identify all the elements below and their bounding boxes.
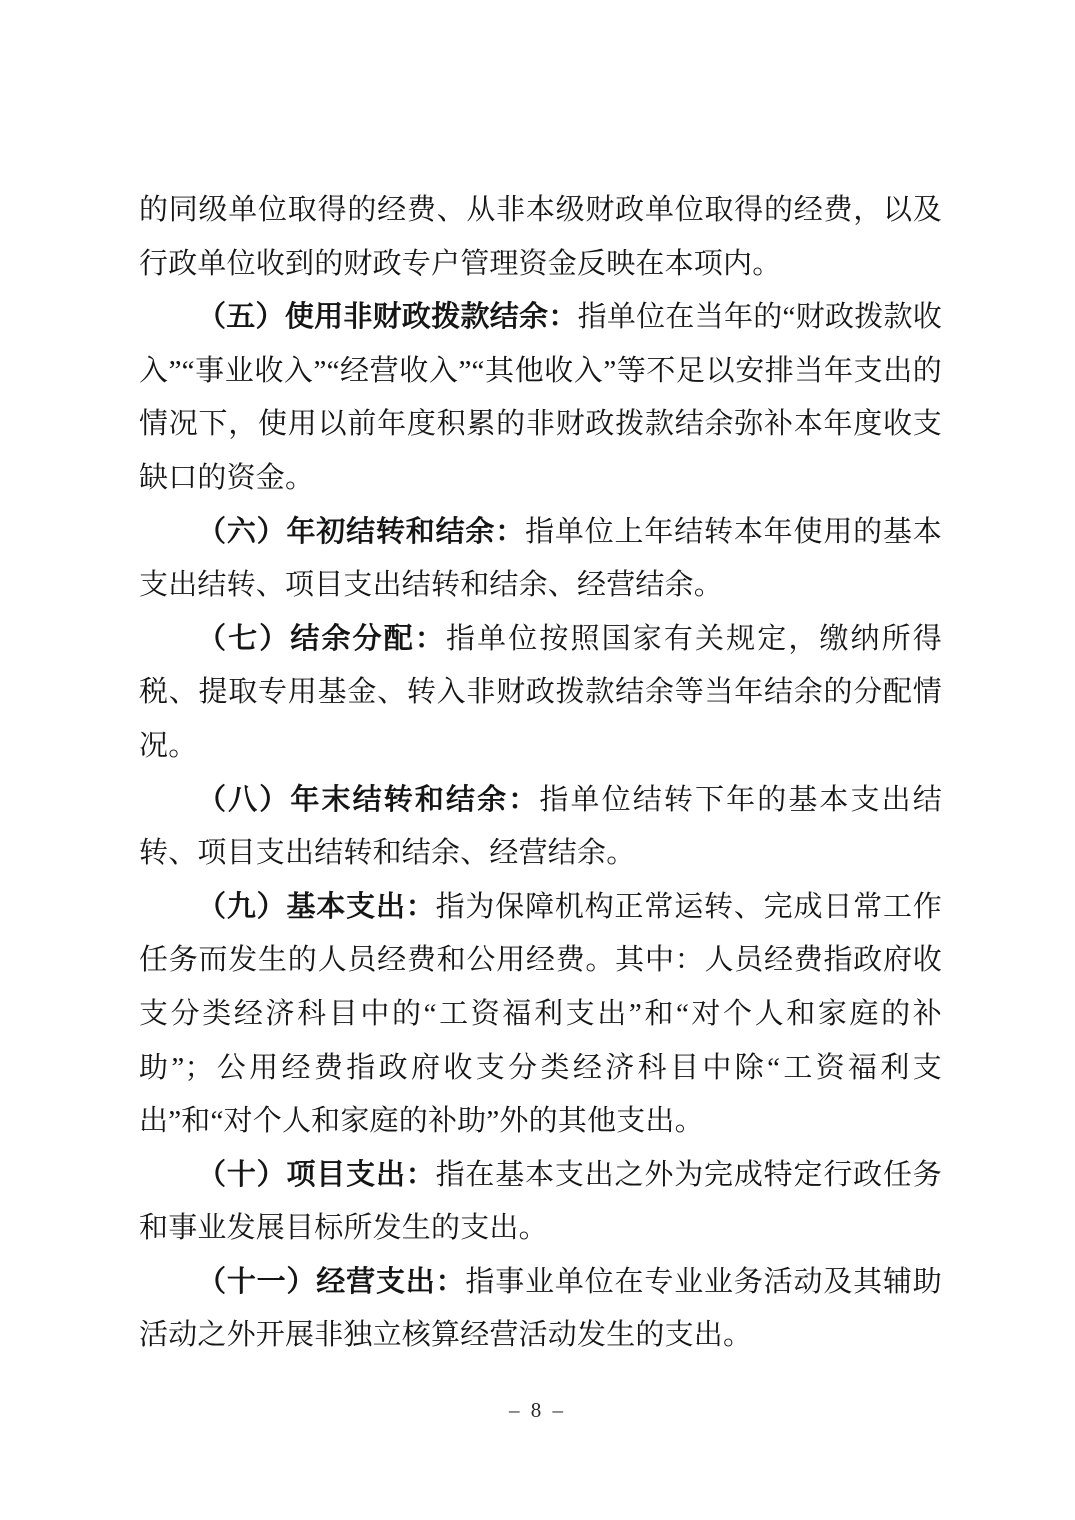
term-heading: （十一）经营支出： bbox=[197, 1265, 466, 1298]
term-heading: （八）年末结转和结余： bbox=[197, 783, 540, 816]
paragraph bbox=[139, 881, 942, 1149]
paragraph bbox=[139, 613, 942, 774]
page-number: – 8 – bbox=[509, 1398, 566, 1422]
paragraph bbox=[139, 291, 942, 505]
term-heading: （九）基本支出： bbox=[197, 890, 436, 923]
term-heading: （五）使用非财政拨款结余： bbox=[197, 301, 578, 334]
paragraph bbox=[139, 184, 942, 291]
term-heading: （十）项目支出： bbox=[197, 1158, 436, 1191]
document-body bbox=[139, 184, 942, 1363]
paragraph bbox=[139, 1256, 942, 1363]
term-definition: 指在基本支出之外为完成特定行政任务和事业发展目标所发生的支出。 bbox=[139, 1158, 942, 1245]
term-definition: 指单位上年结转本年使用的基本支出结转、项目支出结转和结余、经营结余。 bbox=[139, 515, 942, 602]
paragraph bbox=[139, 506, 942, 613]
term-definition: 指单位结转下年的基本支出结转、项目支出结转和结余、经营结余。 bbox=[139, 783, 942, 870]
paragraph bbox=[139, 774, 942, 881]
term-definition: 指单位在当年的“财政拨款收入”“事业收入”“经营收入”“其他收入”等不足以安排当年支出的情况下，使用以前年度积累的非财政拨款结余弥补本年度收支缺口的资金。 bbox=[139, 301, 942, 494]
term-heading: （七）结余分配： bbox=[197, 622, 446, 655]
term-definition: 指事业单位在专业业务活动及其辅助活动之外开展非独立核算经营活动发生的支出。 bbox=[139, 1265, 942, 1352]
term-definition: 指单位按照国家有关规定，缴纳所得税、提取专用基金、转入非财政拨款结余等当年结余的分配情况。 bbox=[139, 622, 943, 762]
term-heading: （六）年初结转和结余： bbox=[197, 515, 526, 548]
term-definition: 的同级单位取得的经费、从非本级财政单位取得的经费，以及行政单位收到的财政专户管理资金反映在本项内。 bbox=[139, 194, 942, 280]
paragraph bbox=[139, 1149, 942, 1256]
term-definition: 指为保障机构正常运转、完成日常工作任务而发生的人员经费和公用经费。其中：人员经费指政府收支分类经济科目中的“工资福利支出”和“对个人和家庭的补助”；公用经费指政府收支分类经济科目中除“工资福利支出”和“对个人和家庭的补助”外的其他支出。 bbox=[139, 890, 942, 1138]
